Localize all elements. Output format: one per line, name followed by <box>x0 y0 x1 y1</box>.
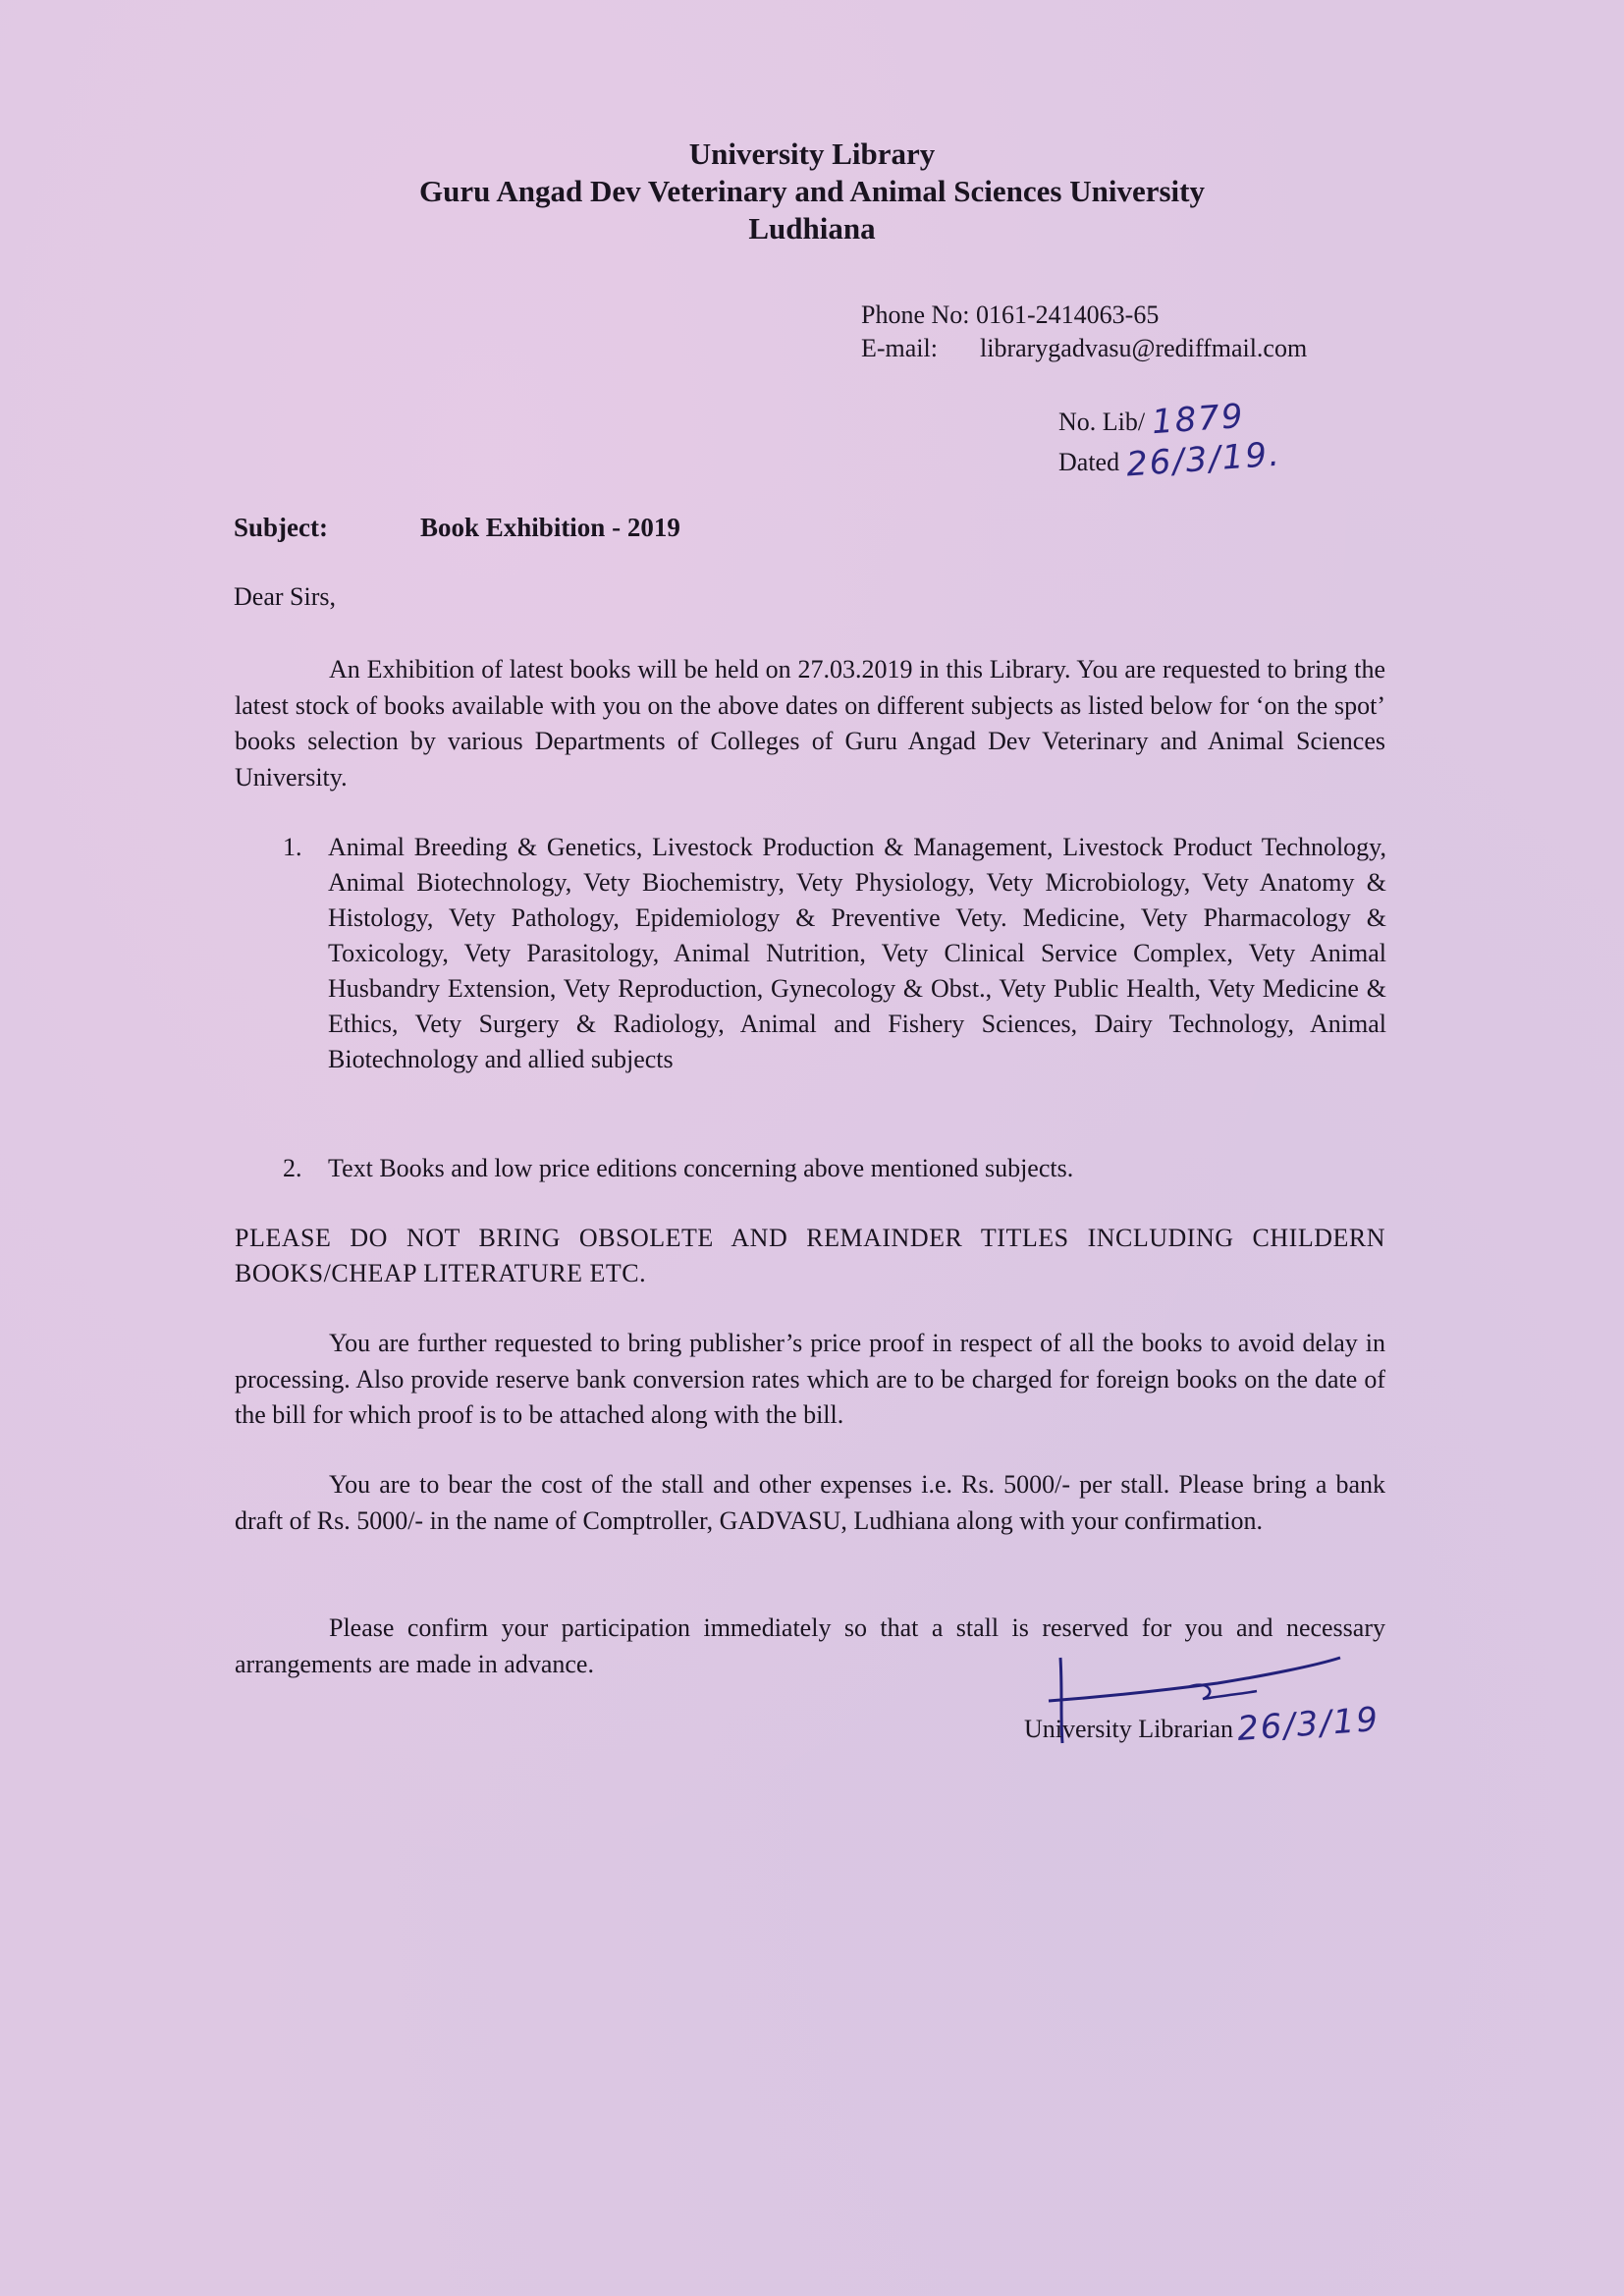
salutation: Dear Sirs, <box>234 582 336 611</box>
letterhead-city: Ludhiana <box>748 211 876 246</box>
list-item-text: Text Books and low price editions concerning above mentioned subjects. <box>328 1154 1074 1182</box>
phone-label: Phone No: <box>861 301 970 329</box>
ref-number-label: No. Lib/ <box>1058 408 1146 436</box>
signatory-title: University Librarian <box>1024 1715 1233 1743</box>
list-item-number: 2. <box>283 1154 302 1182</box>
list-item <box>277 1151 1386 1186</box>
reference-block <box>1058 396 1282 485</box>
letterhead-library: University Library <box>688 137 936 171</box>
email-value: librarygadvasu@rediffmail.com <box>980 334 1308 362</box>
letterhead-university: Guru Angad Dev Veterinary and Animal Sciences University <box>418 174 1205 208</box>
stall-cost-paragraph: You are to bear the cost of the stall and other expenses i.e. Rs. 5000/- per stall. Please bring a bank draft of Rs. 5000/- in the name of Comptroller, GADVASU, Ludhiana along with your confirmation. <box>235 1470 1385 1535</box>
phone-value: 0161-2414063-65 <box>976 301 1160 329</box>
intro-paragraph: An Exhibition of latest books will be held on 27.03.2019 in this Library. You are requested to bring the latest stock of books available with you on the above dates on different subjects as listed below for ‘on the spot’ books selection by various Departments of Colleges of Guru Angad Dev Veterinary and Animal Sciences University. <box>235 655 1385 792</box>
phone-line <box>861 299 1307 332</box>
confirm-paragraph: Please confirm your participation immediately so that a stall is reserved for you and necessary arrangements are made in advance. <box>235 1613 1385 1678</box>
subject-line <box>234 513 680 543</box>
letterhead <box>0 136 1624 247</box>
ref-date-line <box>1058 434 1282 485</box>
ref-date-label: Dated <box>1058 448 1120 476</box>
caps-notice: PLEASE DO NOT BRING OBSOLETE AND REMAINDER TITLES INCLUDING CHILDERN BOOKS/CHEAP LITERATURE ETC. <box>235 1224 1385 1287</box>
signature-block <box>1011 1650 1404 1768</box>
email-line <box>861 332 1307 365</box>
ref-date-handwritten: 26/3/19. <box>1124 434 1282 485</box>
email-label: E-mail: <box>861 334 938 362</box>
contact-block <box>861 299 1307 365</box>
ref-number-handwritten: 1879 <box>1150 396 1246 443</box>
subject-label: Subject: <box>234 513 328 542</box>
list-item-text: Animal Breeding & Genetics, Livestock Production & Management, Livestock Product Technology, Animal Biotechnology, Vety Biochemistry, Vety Physiology, Vety Microbiology, Vety Anatomy & Histology, Vety Pathology, Epidemiology & Preventive Vety. Medicine, Vety Pharmacology & Toxicology, Vety Parasitology, Animal Nutrition, Vety Clinical Service Complex, Vety Animal Husbandry Extension, Vety Reproduction, Gynecology & Obst., Vety Public Health, Vety Medicine & Ethics, Vety Surgery & Radiology, Animal and Fishery Sciences, Dairy Technology, Animal Biotechnology and allied subjects <box>328 833 1386 1073</box>
list-item-number: 1. <box>283 833 302 861</box>
price-proof-paragraph: You are further requested to bring publisher’s price proof in respect of all the books to avoid delay in processing. Also provide reserve bank conversion rates which are to be charged for foreign books on the date of the bill for which proof is to be attached along with the bill. <box>235 1329 1385 1429</box>
subject-text: Book Exhibition - 2019 <box>420 513 680 542</box>
ref-number-line <box>1058 396 1280 443</box>
signature-handwritten-date: 26/3/19 <box>1235 1699 1381 1750</box>
list-item <box>277 830 1386 1077</box>
